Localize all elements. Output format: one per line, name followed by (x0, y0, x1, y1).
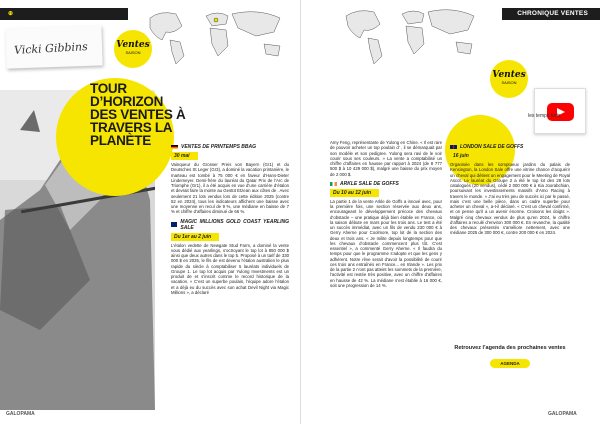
section-title-magic: MAGIC MILLIONS GOLD COAST YEARLING SALE (171, 219, 289, 231)
column-right (450, 140, 570, 239)
section-title-printemps: VENTES DE PRINTEMPS BBAG (171, 144, 289, 150)
author-name: Vicki Gibbins (13, 40, 89, 57)
section-title-london: LONDON SALE DE GOFFS (450, 144, 570, 150)
section-text-london: Organisée dans les somptueux jardins du palais de Kensington, la London Sale offre une vitrine chance d’acquérir un cheval qui détient un engagement pour le Meeting de Royal Ascot. Le lauréat du Groupe 2 a été le top lot des 28 lots catalogués (20 vendus), cédé 2 000 000 € à Kia Joorabchian, poursuivant les investissements massifs d’Amo Racing à travers le monde. « J’ai eu très peu de succès ici par le passé, mais c’est une belle pièce, dans un cadre superbe pour acheter un cheval », a-t-il déclaré. « C’est un cheval confirmé, et on pense qu’il a un avenir énorme. Croisons les doigts ». Malgré cinq chevaux vendus de plus qu’en 2024, le chiffre d’affaires a reculé d’environ 300 000 €. En revanche, la qualité des chevaux présentés s’améliore nettement, avec une médiane 2025 de 300 000 €, contre 200 000 € en 2024. (450, 162, 570, 236)
section-date-magic: Du 1er au 2 juin (171, 233, 219, 241)
agenda-box (450, 345, 570, 397)
header-left-tag: ⊕ (8, 11, 14, 17)
ireland-flag-icon (330, 182, 337, 187)
section-text-printemps: Vainqueur du Grosser Preis von Bayern (Gr1) et du Deutsches St Leger (Gr3), a dominé la vacation printanière, le marteau est tombé à 75 000 € en faveur d’Hans-Dieter Lindemeyer. Demi-frère du lauréat du Qatar Prix de l’Arc de Triomphe (Gr1), il a été acquis en vue d’une carrière d’étalon et devrait faire la monte au Gestüt Etzean aux côtes de . Avec seulement 21 lots vendus lors de cette édition 2025 (contre 52 en 2024), tous les indicateurs affichent une baisse avec une moyenne en recul de 9 %, une médiane en baisse de 7 % et chiffre d’affaires diminué de 66 %. (171, 162, 289, 215)
australia-flag-icon (171, 222, 177, 227)
ventes-badge: Ventes SAISON (114, 30, 152, 68)
section-date-printemps: 30 mai (171, 152, 198, 160)
agenda-text: Retrouvez l’agenda des prochaines ventes (454, 345, 566, 351)
section-date-arkle: Du 10 au 12 juin (330, 189, 379, 197)
temps-forts-label: les temps forts (528, 113, 561, 119)
youtube-card[interactable] (534, 88, 586, 134)
section-title-arkle: ARKLE SALE DE GOFFS (330, 181, 442, 187)
section-text-arkle: La partie 1 de la vente Arkle de Goffs a innové avec, pour la première fois, une section réservée aux deux ans, encourageant le développement précoce des chevaux d’obstacle – une pratique déjà bien établie en France, où la saison débute en mars pour les trois ans. Le test a été un succès immédiat, avec un fils de vendu 230 000 € à Gerry Aherne pour Coolmore, top lot de la section des deux et trois ans. « Je milite depuis longtemps pour que les chevaux d’obstacle commencent plus tôt. C’est essentiel », a commenté Gerry Aherne. « Il faudra du temps pour que le programme s’adopte et que les gens y adhèrent. Notre rêve serait d’avoir la possibilité de courir ces trois ans entraînés en France... en Irlande ». Les prix de la partie 2 n’ont pas atteint les sommets de la première, l’activité est restée très positive, avec un chiffre d’affaires en hausse de 42 %. La médiane s’est établie à 16 000 €, soit une progression de 14 %. (330, 198, 442, 288)
ventes-badge-right: Ventes SAISON (490, 60, 528, 98)
header-strip-left (0, 8, 128, 20)
agenda-button[interactable]: AGENDA (490, 359, 530, 368)
column-left (171, 140, 289, 298)
column-middle (330, 140, 442, 291)
uk-flag-icon (450, 145, 457, 150)
section-header: CHRONIQUE VENTES (517, 10, 588, 17)
section-text-magic: L’étalon vedette de Newgate Stud Farm, a dominé la vente vous dédié aux yearlings, s’octroyant le top lot à 850 000 $ ainsi que deux autres dans le top 5. Proposé à un tarif de 330 000 $ en 2025, le fils de est devenu l’étalon australien le plus rapide du siècle à comptabiliser 5 lauréats individuels de Groupe 1. Le top lot acquis par Yulong Investments est un produit de et s’inscrit comme le record historique de la vacation. « C’est un superbe poulain, l’équipe adore l’étalon et a déjà eu du succès avec son achat Devil Night via Magic Millions », a déclaré (171, 242, 289, 295)
footer-left: GALOPAMA (6, 411, 35, 417)
world-map-left (140, 4, 300, 66)
world-map-right (340, 4, 490, 66)
germany-flag-icon (171, 145, 178, 150)
section-text-col3-intro: Amy Feng, représentante de Yulong en Chine. « Il est rare de pouvoir acheter un top poulain d’ , il se démarquait par son modèle et son pedigree. Yulong sera ravi de le voir courir sous ses couleurs. » La vente a comptabilisé un chiffre d’affaires en hausse par rapport à 2024 (de 8 777 500 $ à 10 429 000 $), malgré une baisse du prix moyen de 2 000 $. (330, 140, 442, 177)
page-title: TOUR D’HORIZON DES VENTES À TRAVERS LA PLANÈTE (90, 81, 186, 148)
footer-right: GALOPAMA (548, 411, 577, 417)
section-date-london: 16 juin (450, 152, 477, 160)
